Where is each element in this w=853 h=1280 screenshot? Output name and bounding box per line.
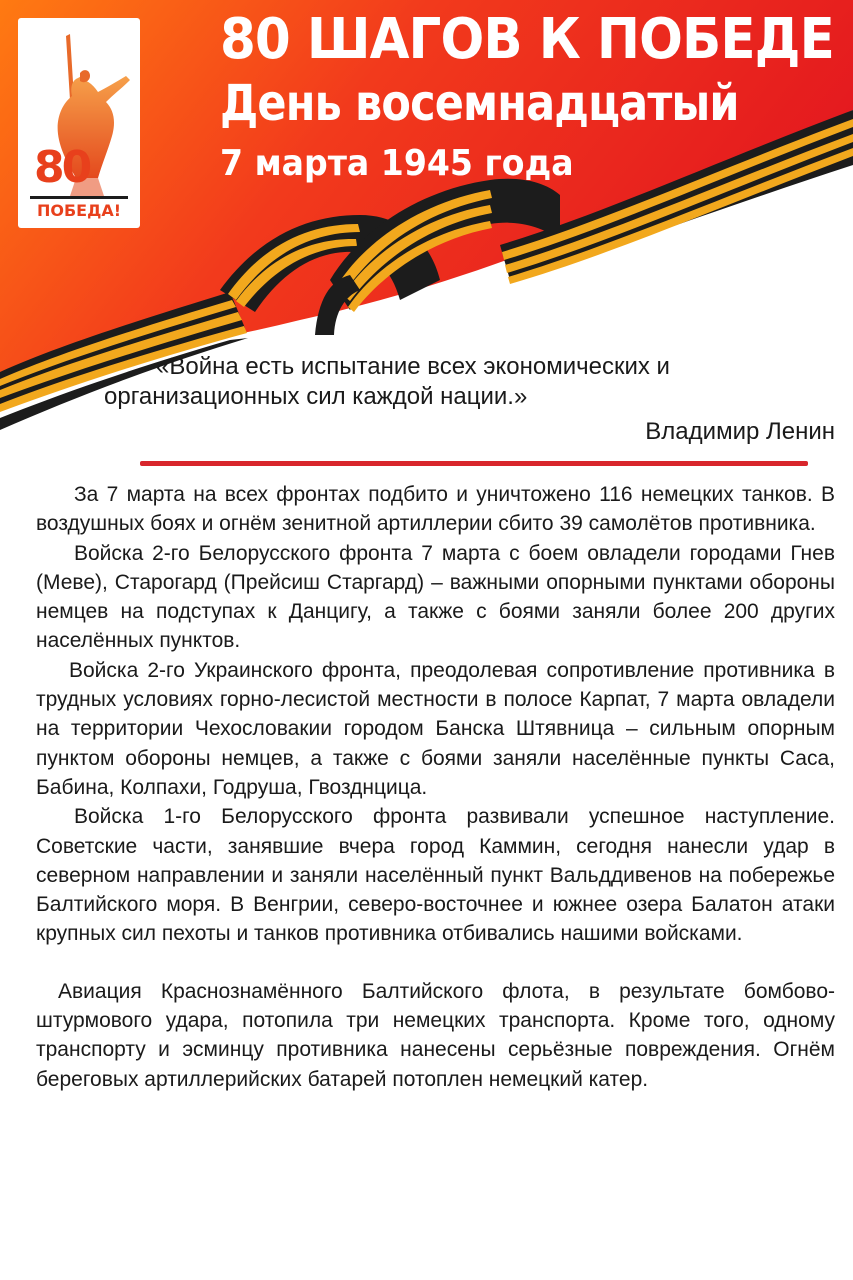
paragraph-baltic-fleet: Авиация Краснознамённого Балтийского флота, в результате бомбово-штурмового удара, потопила три немецких транспорта. Кроме того, одному транспорту и эсминцу противника нанесены серьёзные повреждения. Огнём береговых артиллерийских батарей потоплен немецкий катер. bbox=[36, 979, 835, 1091]
article-body bbox=[36, 480, 835, 1094]
quote-line-1: «Война есть испытание всех экономических и bbox=[156, 353, 670, 380]
red-divider bbox=[140, 461, 808, 466]
paragraph-2nd-belorussian: Войска 2-го Белорусского фронта 7 марта с боем овладели городами Гнев (Меве), Старогард (Прейсиш Старгард) – важными опорными пунктами обороны немцев на подступах к Данцигу, а также с боями заняли более 200 других населённых пунктов. bbox=[36, 541, 835, 653]
victory-80-logo bbox=[18, 18, 140, 228]
headline-title: 80 ШАГОВ К ПОБЕДЕ bbox=[220, 7, 834, 72]
paragraph-2nd-ukrainian: Войска 2-го Украинского фронта, преодолевая сопротивление противника в трудных условиях горно-лесистой местности в полосе Карпат, 7 марта овладели на территории Чехословакии городом Банска Штявница – сильным опорным пунктом обороны немцев, а также с боями заняли населённые пункты Саса, Бабина, Колпахи, Годруша, Гвозднцица. bbox=[36, 658, 835, 799]
paragraph-tanks: За 7 марта на всех фронтах подбито и уничтожено 116 немецких танков. В воздушных боях и огнём зенитной артиллерии сбито 39 самолётов противника. bbox=[36, 483, 835, 536]
motherland-calls-statue-icon bbox=[18, 18, 140, 228]
logo-word-pobeda: ПОБЕДА! bbox=[36, 201, 122, 220]
quote-line-2: организационных сил каждой нации.» bbox=[104, 383, 528, 410]
headline-day: День восемнадцатый bbox=[220, 74, 739, 132]
headline-date: 7 марта 1945 года bbox=[220, 143, 574, 184]
logo-number-80: 80 bbox=[34, 142, 90, 193]
lenin-quote bbox=[104, 352, 836, 412]
quote-author: Владимир Ленин bbox=[645, 418, 835, 445]
paragraph-1st-belorussian: Войска 1-го Белорусского фронта развивали успешное наступление. Советские части, занявшие вчера город Каммин, сегодня нанесли удар в северном направлении и заняли населённый пункт Вальддивенов на побережье Балтийского моря. В Венгрии, северо-восточнее и южнее озера Балатон атаки крупных сил пехоты и танков противника отбивались нашими войсками. bbox=[36, 805, 835, 946]
